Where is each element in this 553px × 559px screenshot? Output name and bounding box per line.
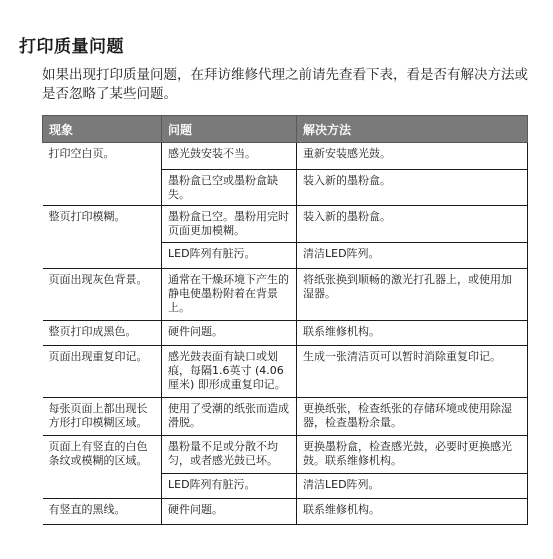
phenomenon-cell: 整页打印模糊。 xyxy=(43,206,162,269)
table-header-row xyxy=(43,116,528,143)
table-row xyxy=(43,143,528,170)
intro-paragraph: 如果出现打印质量问题，在拜访维修代理之前请先查看下表，看是否有解决方法或是否忽略了某些问题。 xyxy=(42,67,528,102)
problem-cell: 墨粉盒已空。墨粉用完时页面更加模糊。 xyxy=(162,206,297,243)
table-row xyxy=(43,269,528,321)
phenomenon-cell: 整页打印成黑色。 xyxy=(43,321,162,346)
phenomenon-cell: 页面出现重复印记。 xyxy=(43,346,162,398)
problem-cell: 感光鼓安装不当。 xyxy=(162,143,297,170)
solution-cell: 联系维修机构。 xyxy=(297,321,528,346)
solution-cell: 生成一张清洁页可以暂时消除重复印记。 xyxy=(297,346,528,398)
phenomenon-cell: 每张页面上都出现长方形打印模糊区域。 xyxy=(43,398,162,436)
solution-cell: 更换纸张，检查纸张的存储环境或使用除湿器，检查墨粉余量。 xyxy=(297,398,528,436)
problem-cell: LED阵列有脏污。 xyxy=(162,243,297,269)
problem-cell: LED阵列有脏污。 xyxy=(162,474,297,499)
problem-cell: 硬件问题。 xyxy=(162,499,297,525)
solution-cell: 清洁LED阵列。 xyxy=(297,243,528,269)
header-phenomenon: 现象 xyxy=(43,116,162,143)
page-title: 打印质量问题 xyxy=(19,37,124,57)
problem-cell: 墨粉盒已空或墨粉盒缺失。 xyxy=(162,170,297,206)
problem-cell: 感光鼓表面有缺口或划痕，每隔1.6英寸 (4.06厘米) 即形成重复印记。 xyxy=(162,346,297,398)
table-row xyxy=(43,499,528,525)
solution-cell: 联系维修机构。 xyxy=(297,499,528,525)
table-row xyxy=(43,321,528,346)
header-solution: 解决方法 xyxy=(297,116,528,143)
table-row xyxy=(43,436,528,474)
phenomenon-cell: 页面上有竖直的白色条纹或模糊的区域。 xyxy=(43,436,162,499)
phenomenon-cell: 有竖直的黑线。 xyxy=(43,499,162,525)
problem-cell: 通常在干燥环境下产生的静电使墨粉附着在背景上。 xyxy=(162,269,297,321)
table-row xyxy=(43,346,528,398)
phenomenon-cell: 打印空白页。 xyxy=(43,143,162,206)
table-row xyxy=(43,206,528,243)
header-problem: 问题 xyxy=(162,116,297,143)
table-row xyxy=(43,398,528,436)
solution-cell: 重新安装感光鼓。 xyxy=(297,143,528,170)
problem-cell: 硬件问题。 xyxy=(162,321,297,346)
problem-cell: 使用了受潮的纸张而造成滑脱。 xyxy=(162,398,297,436)
phenomenon-cell: 页面出现灰色背景。 xyxy=(43,269,162,321)
solution-cell: 装入新的墨粉盒。 xyxy=(297,206,528,243)
solution-cell: 装入新的墨粉盒。 xyxy=(297,170,528,206)
problem-cell: 墨粉量不足或分散不均匀，或者感光鼓已坏。 xyxy=(162,436,297,474)
solution-cell: 清洁LED阵列。 xyxy=(297,474,528,499)
troubleshooting-table xyxy=(42,115,528,525)
solution-cell: 更换墨粉盒，检查感光鼓，必要时更换感光鼓。联系维修机构。 xyxy=(297,436,528,474)
solution-cell: 将纸张换到顺畅的激光打孔器上，或使用加湿器。 xyxy=(297,269,528,321)
